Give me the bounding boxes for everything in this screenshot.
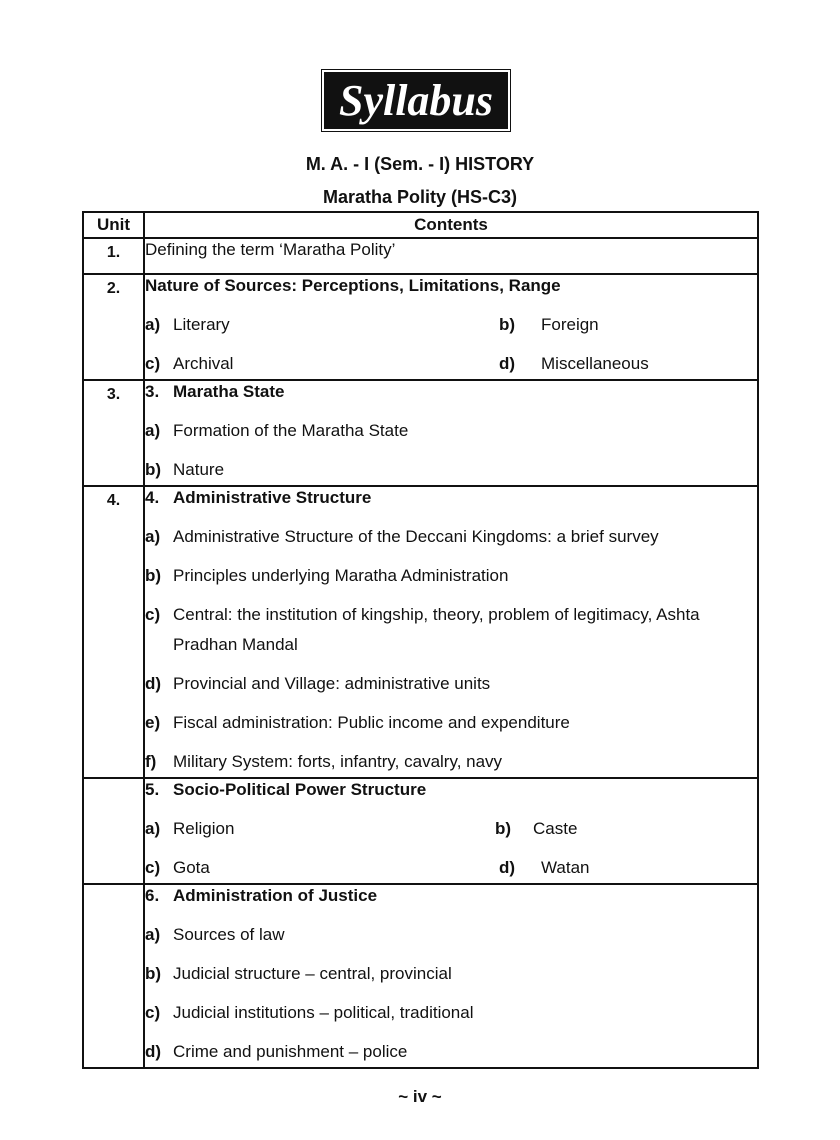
table-row [83, 238, 758, 274]
list-item: c) Judicial institutions – political, traditional [145, 1003, 474, 1022]
unit-heading: Nature of Sources: Perceptions, Limitations, Range [145, 276, 561, 295]
list-item: d) Crime and punishment – police [145, 1042, 408, 1061]
contents-cell [144, 778, 758, 884]
list-item: f) Military System: forts, infantry, cavalry, navy [145, 752, 503, 771]
unit-heading: 5. Socio-Political Power Structure [145, 780, 427, 799]
list-item: a) Religion b) Caste [145, 819, 578, 838]
unit-heading: 4. Administrative Structure [145, 488, 372, 507]
page-title: Syllabus [338, 76, 494, 125]
table-row [83, 778, 758, 884]
course-heading: M. A. - I (Sem. - I) HISTORY [305, 154, 535, 174]
unit-heading: 6. Administration of Justice [145, 886, 378, 905]
table-header-row [83, 212, 758, 238]
contents-cell [144, 274, 758, 380]
unit-column-header: Unit [83, 212, 144, 238]
syllabus-title-box [324, 72, 508, 129]
contents-cell [144, 380, 758, 486]
list-item: c) Archival d) Miscellaneous [145, 354, 649, 373]
list-item: c) Central: the institution of kingship, theory, problem of legitimacy, Ashta Pradhan Mandal [145, 605, 700, 654]
contents-column-header: Contents [144, 212, 758, 238]
table-row [83, 380, 758, 486]
table-row [83, 884, 758, 1068]
table-row [83, 486, 758, 778]
list-item: a) Administrative Structure of the Deccani Kingdoms: a brief survey [145, 527, 659, 546]
unit-cell [83, 884, 144, 1068]
contents-cell [144, 884, 758, 1068]
unit-cell: 3. [83, 380, 144, 486]
syllabus-table [82, 211, 759, 1069]
list-item: a) Sources of law [145, 925, 285, 944]
list-item: a) Literary b) Foreign [145, 315, 599, 334]
list-item: a) Formation of the Maratha State [145, 421, 409, 440]
unit-cell: 4. [83, 486, 144, 778]
page-number: ~ iv ~ [398, 1087, 442, 1106]
list-item: b) Nature [145, 460, 225, 479]
unit-cell: 1. [83, 238, 144, 274]
unit-heading: 3. Maratha State [145, 382, 285, 401]
paper-heading: Maratha Polity (HS-C3) [322, 187, 518, 207]
unit-heading: Defining the term ‘Maratha Polity’ [145, 240, 396, 259]
list-item: e) Fiscal administration: Public income and expenditure [145, 713, 570, 732]
table-row [83, 274, 758, 380]
unit-cell [83, 778, 144, 884]
list-item: d) Provincial and Village: administrative units [145, 674, 491, 693]
contents-cell [144, 238, 758, 274]
list-item: b) Judicial structure – central, provincial [145, 964, 452, 983]
list-item: c) Gota d) Watan [145, 858, 590, 877]
contents-cell [144, 486, 758, 778]
unit-cell: 2. [83, 274, 144, 380]
list-item: b) Principles underlying Maratha Administration [145, 566, 509, 585]
